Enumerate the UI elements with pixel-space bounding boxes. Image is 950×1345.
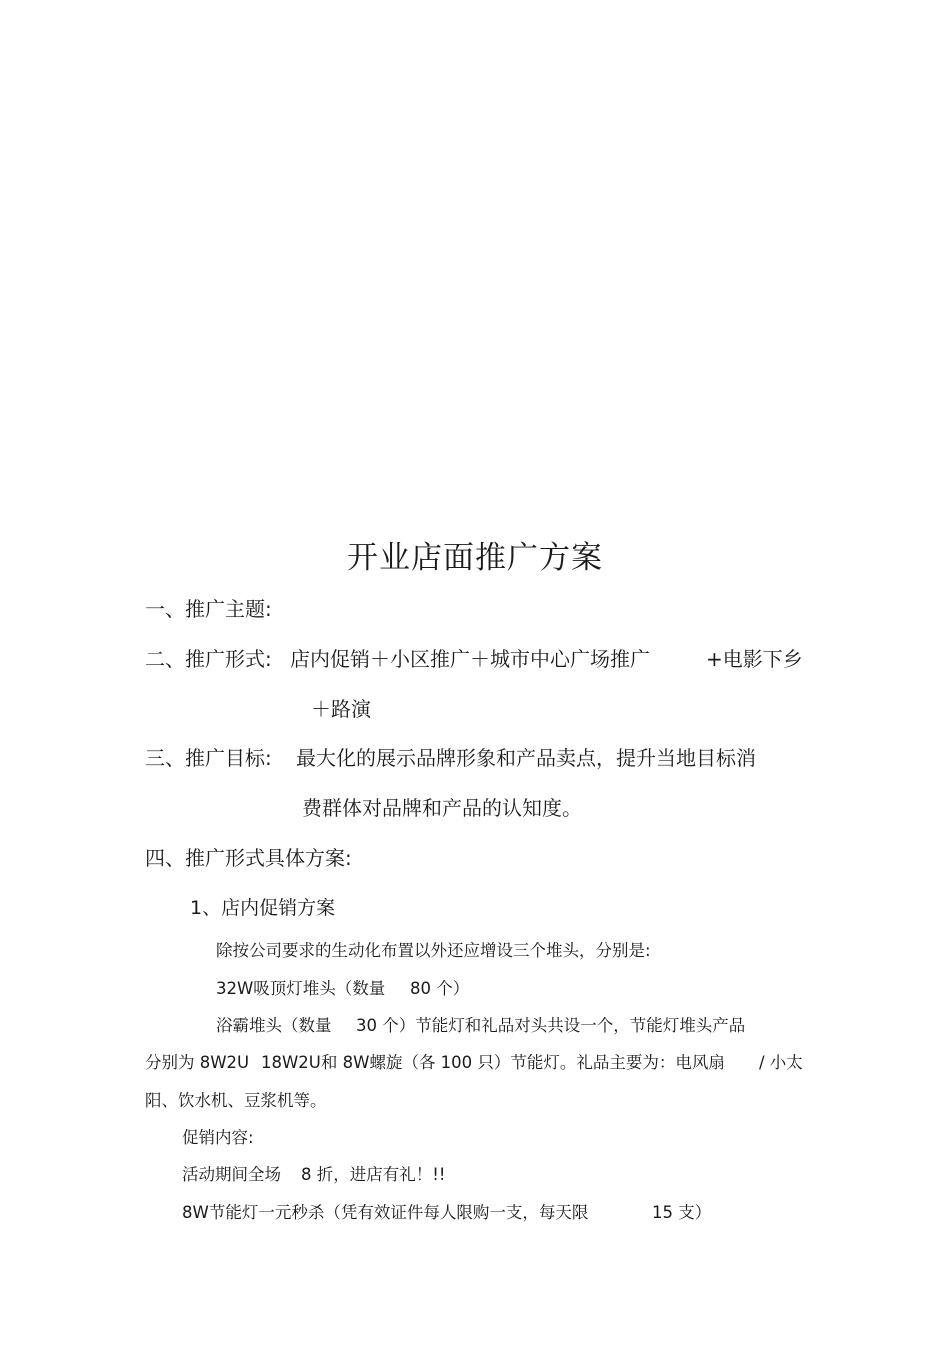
- section-2-label: 二、推广形式:: [145, 647, 272, 671]
- subsection-1-paragraph-1: 除按公司要求的生动化布置以外还应增设三个堆头，分别是:: [216, 941, 651, 960]
- section-4-label: 四、推广形式具体方案:: [145, 846, 352, 870]
- section-3-text: 最大化的展示品牌形象和产品卖点，提升当地目标消: [296, 746, 756, 770]
- section-2-text-part1: 店内促销＋小区推广＋城市中心广场推广: [290, 647, 650, 671]
- document-title: 开业店面推广方案: [347, 540, 603, 576]
- promo-item-1b: 8 折，进店有礼！!!: [301, 1165, 446, 1184]
- section-1-label: 一、推广主题:: [145, 597, 272, 621]
- section-2-text-part2: +电影下乡: [706, 647, 803, 671]
- subsection-1-paragraph-3c: 分别为 8W2U: [145, 1053, 250, 1072]
- subsection-1-paragraph-3a: 浴霸堆头（数量: [216, 1016, 332, 1035]
- section-2-text-continuation: ＋路演: [311, 697, 371, 721]
- subsection-1-heading: 1、店内促销方案: [190, 897, 336, 919]
- promo-content-label: 促销内容:: [182, 1128, 254, 1147]
- subsection-1-paragraph-3b: 30 个）节能灯和礼品对头共设一个，节能灯堆头产品: [356, 1016, 746, 1035]
- section-3-label: 三、推广目标:: [145, 746, 272, 770]
- promo-item-2a: 8W节能灯一元秒杀（凭有效证件每人限购一支，每天限: [182, 1203, 589, 1222]
- section-3-text-continuation: 费群体对品牌和产品的认知度。: [302, 796, 582, 820]
- subsection-1-paragraph-2a: 32W吸顶灯堆头（数量: [216, 979, 386, 998]
- promo-item-2b: 15 支）: [652, 1203, 712, 1222]
- subsection-1-paragraph-3f: 阳、饮水机、豆浆机等。: [145, 1091, 327, 1110]
- promo-item-1a: 活动期间全场: [182, 1165, 281, 1184]
- subsection-1-paragraph-3d: 18W2U和 8W螺旋（各 100 只）节能灯。礼品主要为：电风扇: [261, 1053, 725, 1072]
- subsection-1-paragraph-3e: / 小太: [759, 1053, 803, 1072]
- subsection-1-paragraph-2b: 80 个）: [410, 979, 470, 998]
